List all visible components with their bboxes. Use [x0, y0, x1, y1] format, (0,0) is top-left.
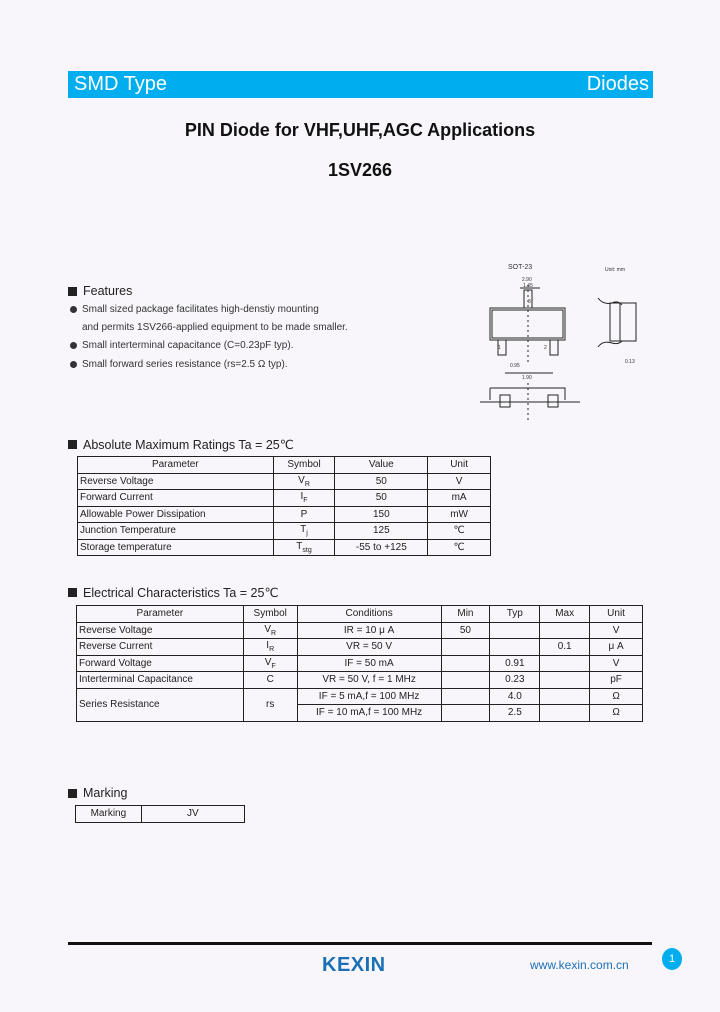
- feature-item: [70, 359, 288, 370]
- cell-parameter: Reverse Current: [77, 639, 244, 656]
- cell-max: [540, 622, 590, 639]
- cell-symbol: $V_R$: [243, 622, 297, 639]
- cell-parameter: Forward Voltage: [77, 655, 244, 672]
- cell-parameter: Storage temperature: [78, 539, 274, 556]
- feature-text: Small interterminal capacitance (C=0.23pF typ).: [82, 340, 294, 351]
- table-row: [78, 473, 491, 490]
- elec-heading-text: Electrical Characteristics Ta = 25℃: [83, 586, 279, 600]
- cell-value: 150: [335, 506, 428, 523]
- cell-min: [441, 688, 490, 705]
- feature-text: and permits 1SV266-applied equipment to be made smaller.: [82, 322, 348, 333]
- cell-max: [540, 688, 590, 705]
- dim-label: 1.45: [523, 283, 533, 289]
- cell-conditions: IF = 50 mA: [297, 655, 441, 672]
- table-row: [77, 672, 643, 689]
- features-heading: [68, 284, 132, 298]
- dim-label: 0.95: [510, 363, 520, 369]
- cell-min: [441, 705, 490, 722]
- feature-item-continuation: [82, 322, 348, 333]
- features-heading-text: Features: [83, 284, 133, 298]
- cell-conditions: IF = 10 mA,f = 100 MHz: [297, 705, 441, 722]
- column-header: Parameter: [78, 457, 274, 474]
- cell-unit: mW: [428, 506, 491, 523]
- column-header: Symbol: [273, 457, 335, 474]
- cell-unit: pF: [590, 672, 643, 689]
- square-bullet-icon: [68, 588, 77, 597]
- cell-value: 50: [335, 473, 428, 490]
- cell-parameter: Interterminal Capacitance: [77, 672, 244, 689]
- cell-typ: [490, 639, 540, 656]
- abs-max-heading-text: Absolute Maximum Ratings Ta = 25℃: [83, 438, 294, 452]
- cell-max: [540, 705, 590, 722]
- cell-parameter: Allowable Power Dissipation: [78, 506, 274, 523]
- cell-max: [540, 672, 590, 689]
- table-row: [78, 490, 491, 507]
- cell-value: 125: [335, 523, 428, 540]
- cell-typ: 0.91: [490, 655, 540, 672]
- table-row: [77, 639, 643, 656]
- header-category-label: Diodes: [586, 73, 649, 95]
- table-header-row: [78, 457, 491, 474]
- cell-value: -55 to +125: [335, 539, 428, 556]
- abs-max-heading: [68, 437, 294, 452]
- table-row: [78, 539, 491, 556]
- cell-typ: 0.23: [490, 672, 540, 689]
- cell-unit: Ω: [590, 688, 643, 705]
- cell-max: [540, 655, 590, 672]
- cell-typ: [490, 622, 540, 639]
- table-row: [77, 655, 643, 672]
- cell-unit: mA: [428, 490, 491, 507]
- feature-item: [70, 304, 319, 315]
- cell-min: [441, 655, 490, 672]
- cell-parameter: Reverse Voltage: [78, 473, 274, 490]
- part-number: 1SV266: [327, 160, 393, 180]
- dim-label: 0.13: [625, 359, 635, 365]
- cell-min: 50: [441, 622, 490, 639]
- bullet-icon: [70, 342, 77, 349]
- cell-max: 0.1: [540, 639, 590, 656]
- cell-conditions: VR = 50 V: [297, 639, 441, 656]
- cell-symbol: $V_R$: [273, 473, 335, 490]
- table-row: [78, 523, 491, 540]
- package-name-label: SOT-23: [508, 264, 533, 271]
- elec-heading: [68, 585, 278, 600]
- cell-conditions: VR = 50 V, f = 1 MHz: [297, 672, 441, 689]
- marking-table: [75, 805, 245, 823]
- cell-unit: Ω: [590, 705, 643, 722]
- table-row: [76, 806, 245, 823]
- sot23-package-drawing: [470, 255, 670, 445]
- header-bar: [68, 71, 653, 98]
- cell-symbol: $I_F$: [273, 490, 335, 507]
- cell-unit: V: [590, 622, 643, 639]
- feature-text: Small forward series resistance (rs=2.5 Ω typ).: [82, 359, 288, 370]
- cell-symbol: P: [273, 506, 335, 523]
- marking-label: Marking: [76, 806, 142, 823]
- bullet-icon: [70, 306, 77, 313]
- square-bullet-icon: [68, 287, 77, 296]
- table-header-row: [77, 606, 643, 623]
- cell-min: [441, 672, 490, 689]
- svg-text:2: 2: [544, 345, 547, 351]
- cell-parameter: Forward Current: [78, 490, 274, 507]
- table-row: [77, 688, 643, 705]
- document-title: PIN Diode for VHF,UHF,AGC Applications: [184, 120, 536, 140]
- column-header: Symbol: [243, 606, 297, 623]
- cell-symbol: $V_F$: [243, 655, 297, 672]
- table-row: [77, 622, 643, 639]
- square-bullet-icon: [68, 440, 77, 449]
- column-header: Typ: [490, 606, 540, 623]
- cell-unit: μ A: [590, 639, 643, 656]
- cell-unit: V: [428, 473, 491, 490]
- column-header: Unit: [590, 606, 643, 623]
- cell-symbol: $I_R$: [243, 639, 297, 656]
- cell-typ: 4.0: [490, 688, 540, 705]
- cell-symbol: $T_j$: [273, 523, 335, 540]
- cell-parameter: Series Resistance: [77, 688, 244, 721]
- column-header: Unit: [428, 457, 491, 474]
- column-header: Parameter: [77, 606, 244, 623]
- column-header: Max: [540, 606, 590, 623]
- cell-conditions: IF = 5 mA,f = 100 MHz: [297, 688, 441, 705]
- table-row: [78, 506, 491, 523]
- svg-text:3: 3: [528, 299, 531, 305]
- cell-min: [441, 639, 490, 656]
- marking-value: JV: [141, 806, 244, 823]
- svg-text:1: 1: [498, 345, 501, 351]
- bullet-icon: [70, 361, 77, 368]
- column-header: Value: [335, 457, 428, 474]
- header-type-label: SMD Type: [74, 73, 167, 95]
- dim-label: 2.90: [522, 277, 532, 283]
- feature-text: Small sized package facilitates high-denstiy mounting: [82, 304, 319, 315]
- website-url[interactable]: www.kexin.com.cn: [530, 958, 629, 972]
- feature-item: [70, 340, 293, 351]
- square-bullet-icon: [68, 789, 77, 798]
- column-header: Conditions: [297, 606, 441, 623]
- abs-max-table: [77, 456, 491, 556]
- cell-parameter: Reverse Voltage: [77, 622, 244, 639]
- footer-divider: [68, 942, 652, 945]
- elec-char-table: [76, 605, 643, 722]
- cell-unit: ℃: [428, 523, 491, 540]
- cell-symbol: $T_{stg}$: [273, 539, 335, 556]
- cell-typ: 2.5: [490, 705, 540, 722]
- cell-value: 50: [335, 490, 428, 507]
- marking-heading: [68, 786, 127, 800]
- cell-symbol: rs: [243, 688, 297, 721]
- cell-symbol: C: [243, 672, 297, 689]
- kexin-logo: KEXIN: [322, 954, 386, 976]
- page-number-badge: 1: [662, 948, 682, 970]
- dim-label: 1.90: [522, 375, 532, 381]
- unit-label: Unit: mm: [605, 267, 625, 273]
- column-header: Min: [441, 606, 490, 623]
- cell-unit: ℃: [428, 539, 491, 556]
- marking-heading-text: Marking: [83, 786, 128, 800]
- cell-unit: V: [590, 655, 643, 672]
- cell-parameter: Junction Temperature: [78, 523, 274, 540]
- cell-conditions: IR = 10 μ A: [297, 622, 441, 639]
